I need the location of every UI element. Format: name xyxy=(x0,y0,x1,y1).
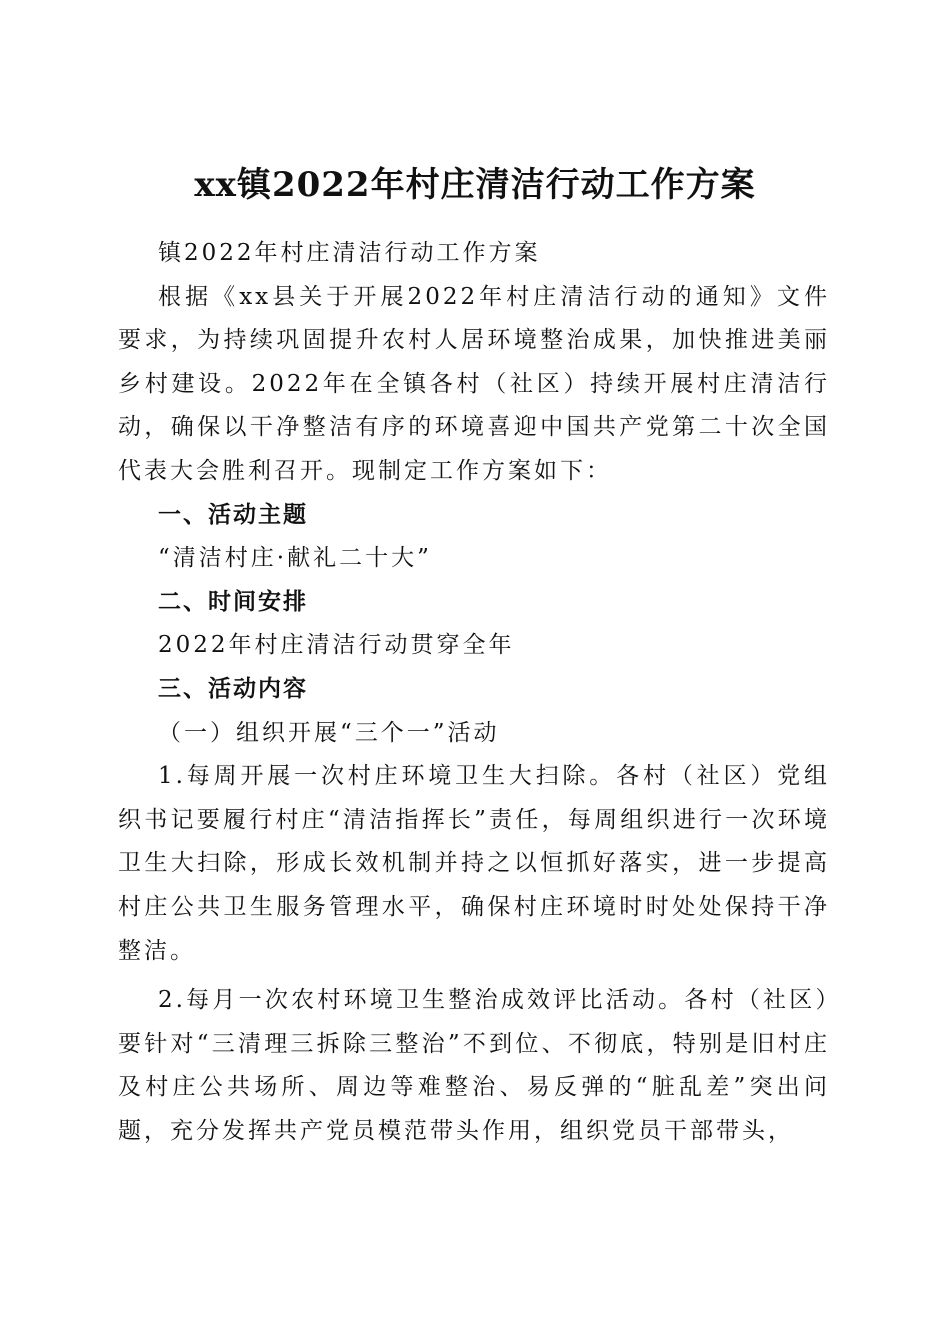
list-item-monthly-evaluation: 2.每月一次农村环境卫生整治成效评比活动。各村（社区）要针对“三清理三拆除三整治”不到位、不彻底，特别是旧村庄及村庄公共场所、周边等难整治、易反弹的“脏乱差”突出问题，充分发挥共产党员模范带头作用，组织党员干部带头， xyxy=(118,987,830,1144)
section-heading-theme: 一、活动主题 xyxy=(158,501,308,528)
list-item-weekly-cleaning: 1.每周开展一次村庄环境卫生大扫除。各村（社区）党组织书记要履行村庄“清洁指挥长”责任，每周组织进行一次环境卫生大扫除，形成长效机制并持之以恒抓好落实，进一步提高村庄公共卫生服务管理水平，确保村庄环境时时处处保持干净整洁。 xyxy=(118,763,830,964)
section-text-theme: “清洁村庄·献礼二十大” xyxy=(158,545,432,572)
document-title: xx镇2022年村庄清洁行动工作方案 xyxy=(194,164,756,205)
section-text-schedule: 2022年村庄清洁行动贯穿全年 xyxy=(158,632,515,659)
section-heading-content: 三、活动内容 xyxy=(158,675,308,702)
intro-paragraph: 根据《xx县关于开展2022年村庄清洁行动的通知》文件要求，为持续巩固提升农村人居环境整治成果，加快推进美丽乡村建设。2022年在全镇各村（社区）持续开展村庄清洁行动，确保以干净整洁有序的环境喜迎中国共产党第二十次全国代表大会胜利召开。现制定工作方案如下： xyxy=(118,283,830,484)
section-heading-schedule: 二、时间安排 xyxy=(158,588,308,615)
document-body xyxy=(118,232,830,1153)
intro-title-line: 镇2022年村庄清洁行动工作方案 xyxy=(158,240,541,266)
subsection-heading-three-ones: （一）组织开展“三个一”活动 xyxy=(158,719,500,746)
